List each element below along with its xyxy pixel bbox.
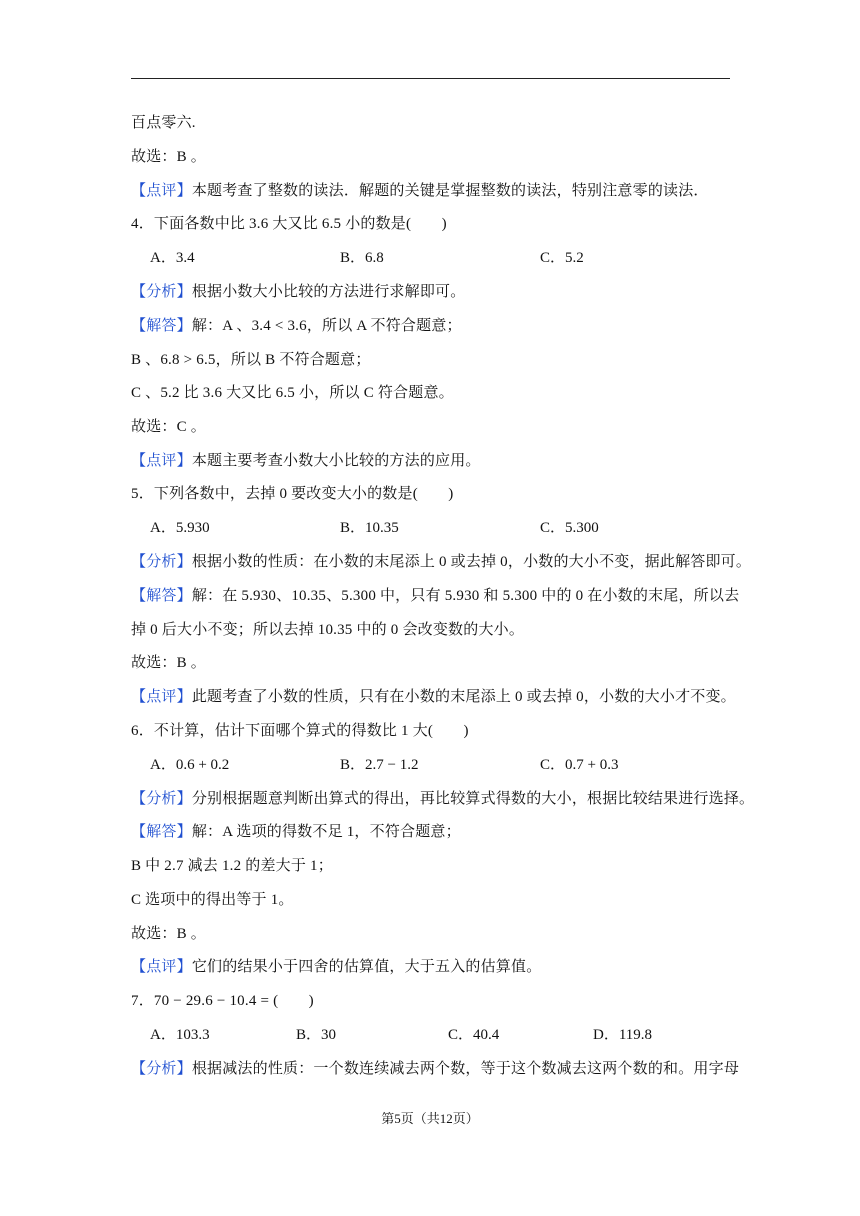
- option-c: C．0.7 + 0.3: [540, 757, 619, 773]
- analysis-text: 根据减法的性质：一个数连续减去两个数，等于这个数减去这两个数的和。用字母: [191, 1061, 740, 1077]
- option-c: C．40.4: [448, 1027, 500, 1043]
- analysis-line: [131, 1059, 739, 1079]
- solution-line: [131, 822, 461, 842]
- solution-tag: 【解答】: [131, 588, 192, 604]
- analysis-tag: 【分析】: [131, 284, 192, 300]
- analysis-line: [131, 282, 465, 302]
- comment-line: [131, 957, 541, 977]
- solution-text: 解：A 选项的得数不足 1，不符合题意；: [191, 824, 461, 840]
- option-a: A．103.3: [150, 1027, 210, 1043]
- question-7: 7．70 − 29.6 − 10.4 = ( ): [131, 993, 314, 1009]
- solution-line: [131, 316, 462, 336]
- analysis-tag: 【分析】: [131, 554, 192, 570]
- answer-selection: 故选：C 。: [131, 419, 206, 435]
- analysis-line: [131, 789, 754, 809]
- analysis-tag: 【分析】: [131, 1061, 192, 1077]
- solution-continued: C 、5.2 比 3.6 大又比 6.5 小，所以 C 符合题意。: [131, 385, 454, 401]
- solution-continued: B 中 2.7 减去 1.2 的差大于 1；: [131, 858, 333, 874]
- option-d: D．119.8: [593, 1027, 653, 1043]
- analysis-text: 根据小数的性质：在小数的末尾添上 0 或去掉 0，小数的大小不变，据此解答即可。: [191, 554, 752, 570]
- solution-tag: 【解答】: [131, 824, 192, 840]
- comment-tag: 【点评】: [131, 183, 192, 199]
- analysis-text: 分别根据题意判断出算式的得出，再比较算式得数的大小，根据比较结果进行选择。: [191, 791, 755, 807]
- answer-selection: 故选：B 。: [131, 655, 206, 671]
- option-c: C．5.2: [540, 250, 584, 266]
- question-4: 4．下面各数中比 3.6 大又比 6.5 小的数是( ): [131, 216, 447, 232]
- option-b: B．30: [296, 1027, 337, 1043]
- analysis-text: 根据小数大小比较的方法进行求解即可。: [191, 284, 466, 300]
- header-rule: [131, 78, 730, 79]
- option-b: B．10.35: [340, 520, 399, 536]
- option-b: B．2.7 − 1.2: [340, 757, 419, 773]
- comment-tag: 【点评】: [131, 453, 192, 469]
- comment-text: 它们的结果小于四舍的估算值，大于五入的估算值。: [191, 959, 542, 975]
- question-5: 5．下列各数中，去掉 0 要改变大小的数是( ): [131, 486, 454, 502]
- solution-line: [131, 586, 739, 606]
- comment-text: 本题考查了整数的读法．解题的关键是掌握整数的读法，特别注意零的读法．: [191, 183, 709, 199]
- comment-line: [131, 181, 709, 201]
- solution-text: 解：A 、3.4 < 3.6，所以 A 不符合题意；: [191, 318, 462, 334]
- comment-line: [131, 451, 481, 471]
- comment-text: 此题考查了小数的性质，只有在小数的末尾添上 0 或去掉 0，小数的大小才不变。: [191, 689, 736, 705]
- comment-line: [131, 687, 736, 707]
- page-footer: 第5页（共12页）: [381, 1111, 479, 1126]
- solution-continued: C 选项中的得出等于 1。: [131, 892, 294, 908]
- analysis-tag: 【分析】: [131, 791, 192, 807]
- solution-continued: 掉 0 后大小不变；所以去掉 10.35 中的 0 会改变数的大小。: [131, 622, 525, 638]
- solution-text: 解：在 5.930、10.35、5.300 中，只有 5.930 和 5.300 中的 0 在小数的末尾，所以去: [191, 588, 740, 604]
- comment-tag: 【点评】: [131, 959, 192, 975]
- option-a: A．0.6 + 0.2: [150, 757, 230, 773]
- text-line: 百点零六.: [131, 115, 196, 131]
- comment-text: 本题主要考查小数大小比较的方法的应用。: [191, 453, 481, 469]
- answer-selection: 故选：B 。: [131, 926, 206, 942]
- option-a: A．3.4: [150, 250, 195, 266]
- option-b: B．6.8: [340, 250, 384, 266]
- solution-continued: B 、6.8 > 6.5，所以 B 不符合题意；: [131, 352, 371, 368]
- option-a: A．5.930: [150, 520, 210, 536]
- solution-tag: 【解答】: [131, 318, 192, 334]
- analysis-line: [131, 552, 751, 572]
- answer-selection: 故选：B 。: [131, 149, 206, 165]
- comment-tag: 【点评】: [131, 689, 192, 705]
- option-c: C．5.300: [540, 520, 599, 536]
- question-6: 6．不计算，估计下面哪个算式的得数比 1 大( ): [131, 723, 469, 739]
